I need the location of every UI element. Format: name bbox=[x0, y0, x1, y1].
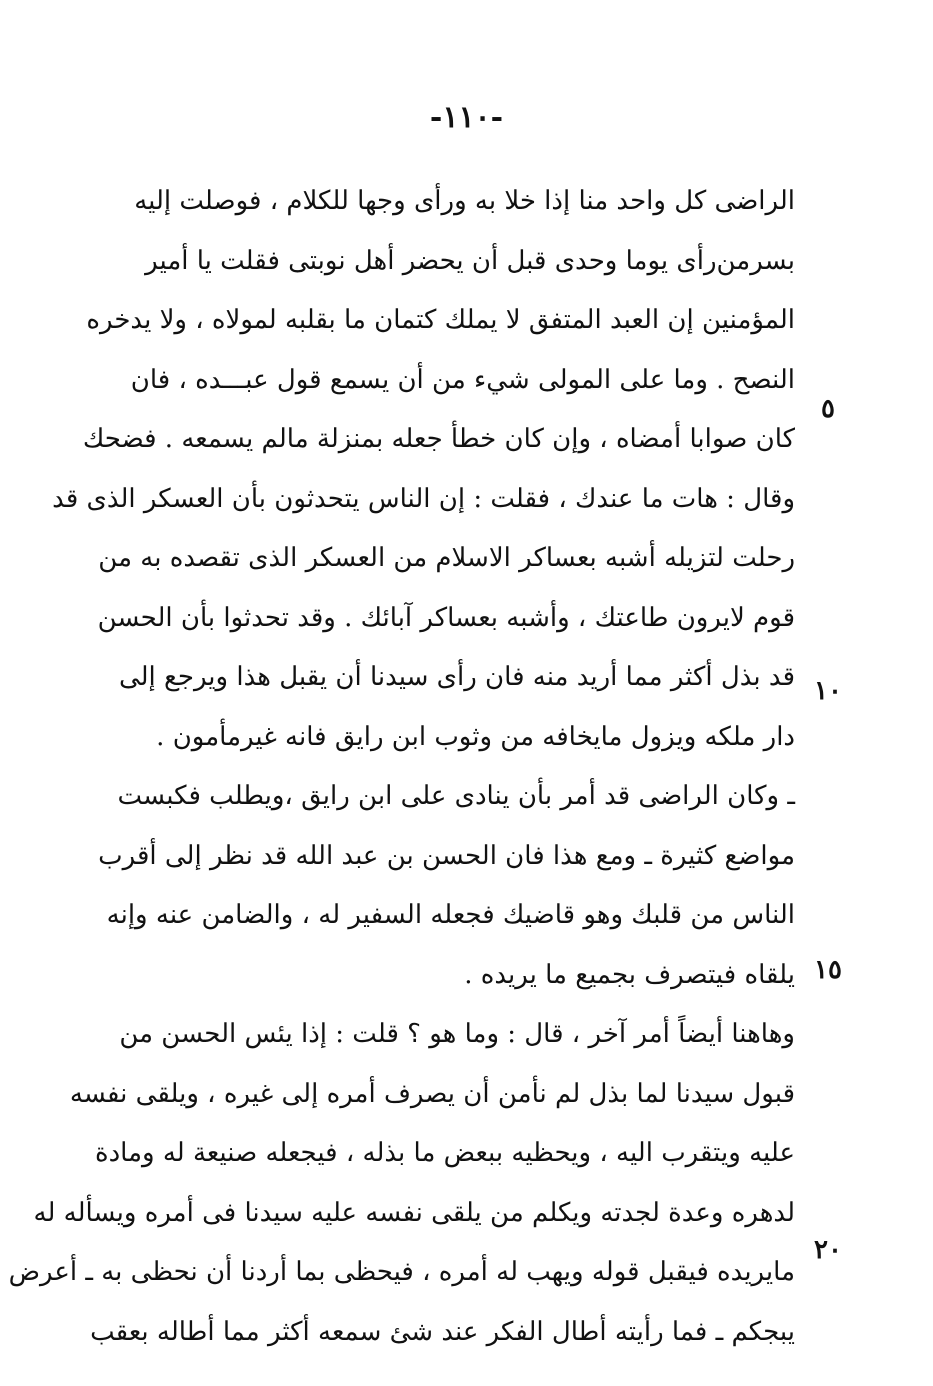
text-line: قبول سيدنا لما بذل لم نأمن أن يصرف أمره إلى غيره ، ويلقى نفسه bbox=[69, 1078, 795, 1109]
text-line: بسرمن‌رأى يوما وحدى قبل أن يحضر أهل نوبتى فقلت يا أمير bbox=[145, 245, 795, 276]
page-number: -١١٠- bbox=[429, 100, 504, 135]
line-number-5: ٥ bbox=[821, 394, 835, 424]
text-line: عليه ويتقرب اليه ، ويحظيه ببعض ما بذله ، فيجعله صنيعة له ومادة bbox=[94, 1138, 795, 1168]
text-line: كان صوابا أمضاه ، وإن كان خطأ جعله بمنزلة مالم يسمعه . فضحك bbox=[82, 424, 795, 454]
text-line: الناس من قلبك وهو قاضيك فجعله السفير له ، والضامن عنه وإنه bbox=[106, 900, 795, 930]
text-line: ـ وكان الراضى قد أمر بأن ينادى على ابن رايق ،ويطلب فكبست bbox=[117, 781, 795, 811]
text-line: مواضع كثيرة ـ ومع هذا فان الحسن بن عبد الله قد نظر إلى أقرب bbox=[98, 840, 795, 871]
text-line: وقال : هات ما عندك ، فقلت : إن الناس يتحدثون بأن العسكر الذى قد bbox=[52, 483, 795, 514]
line-number-15: ١٥ bbox=[814, 955, 842, 985]
text-line: دار ملكه ويزول مايخافه من وثوب ابن رايق فانه غيرمأمون . bbox=[156, 721, 795, 752]
text-line: المؤمنين إن العبد المتفق لا يملك كتمان ما بقلبه لمولاه ، ولا يدخره bbox=[86, 305, 795, 335]
text-line: وهاهنا أيضاً أمر آخر ، قال : وما هو ؟ قلت : إذا يئس الحسن من bbox=[119, 1019, 795, 1049]
text-line: قد بذل أكثر مما أريد منه فان رأى سيدنا أن يقبل هذا ويرجع إلى bbox=[118, 662, 795, 692]
text-line: النصح . وما على المولى شيء من أن يسمع قول عبـــده ، فان bbox=[130, 364, 795, 395]
text-line: يلقاه فيتصرف بجميع ما يريده . bbox=[464, 959, 795, 990]
text-line: يبجكم ـ فما رأيته أطال الفكر عند شئ سمعه أكثر مما أطاله بعقب bbox=[90, 1316, 795, 1347]
text-line: رحلت لتزيله أشبه بعساكر الاسلام من العسكر الذى تقصده به من bbox=[98, 543, 795, 573]
text-line: قوم لايرون طاعتك ، وأشبه بعساكر آبائك . وقد تحدثوا بأن الحسن bbox=[97, 602, 795, 633]
text-line: الراضى كل واحد منا إذا خلا به ورأى وجها للكلام ، فوصلت إليه bbox=[134, 186, 795, 216]
line-number-20: ٢٠ bbox=[814, 1235, 842, 1265]
text-line: مايريده فيقبل قوله ويهب له أمره ، فيحظى بما أردنا أن نحظى به ـ أعرض bbox=[8, 1257, 795, 1287]
text-line: لدهره وعدة لجدته ويكلم من يلقى نفسه عليه سيدنا فى أمره ويسأله له bbox=[33, 1197, 795, 1228]
line-number-10: ١٠ bbox=[814, 676, 842, 706]
main-text bbox=[8, 172, 795, 1362]
